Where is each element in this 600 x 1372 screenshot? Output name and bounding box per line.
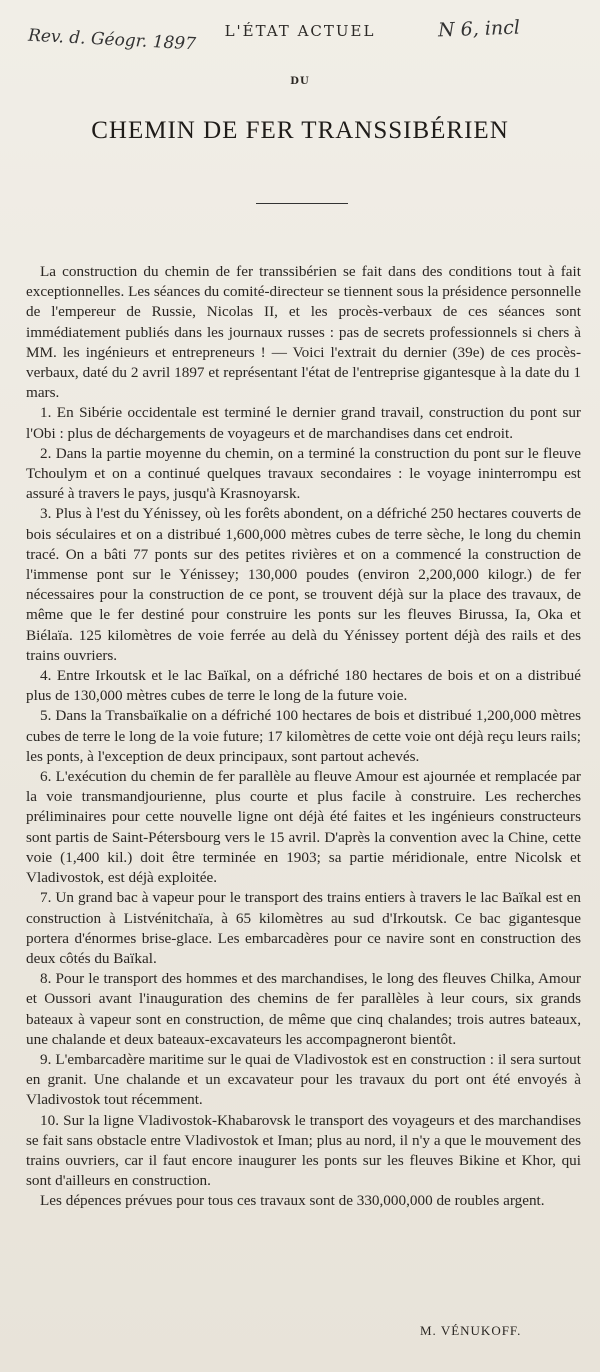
paragraph-8: 8. Pour le transport des hommes et des marchandises, le long des fleuves Chilka, Amour et Oussori avant l'inauguration des chemins de fer parallèles à leur cours, six grands bateaux à vapeur sont en construction, de même que cinq chalandes; trois autres bateaux, une chalande et deux bateaux-excavateurs les accompagneront bientôt. — [26, 970, 581, 1048]
signature: M. VÉNUKOFF. — [420, 1323, 522, 1338]
paragraph-3: 3. Plus à l'est du Yénissey, où les forêts abondent, on a défriché 250 hectares couverts de bois séculaires et on a distribué 1,600,000 mètres cubes de terre sèche, le long du chemin tracé. On a bâti 77 ponts sur des petites rivières et on a commencé la construction de l'immense pont sur le Yénissey; 130,000 poudes (environ 2,200,000 kilogr.) de fer nécessaires pour la construction de ce pont, se trouvent déjà sur la place des travaux, de même que le fer destiné pour construire les ponts sur les fleuves Birussa, Ia, Oka et Biélaïa. 125 kilomètres de voie ferrée au delà du Yénissey portent déjà des rails et des trains ouvriers. — [26, 505, 581, 664]
paragraph-7: 7. Un grand bac à vapeur pour le transport des trains entiers à travers le lac Baïkal est en construction à Listvénitchaïa, à 65 kilomètres au sud d'Irkoutsk. Ce bac gigantesque portera d'énormes brise-glace. Les embarcadères pour ce navire sont en construction des deux côtés du Baïkal. — [26, 889, 581, 967]
title-divider — [256, 203, 348, 204]
paragraph-2: 2. Dans la partie moyenne du chemin, on a terminé la construction du pont sur le fleuve Tchoulym et on a continué quelques travaux secondaires : le voyage ininterrompu est assuré à travers le pays, jusqu'à Krasnoyarsk. — [26, 444, 581, 503]
closing-paragraph: Les dépences prévues pour tous ces travaux sont de 330,000,000 de roubles argent. — [40, 1192, 545, 1210]
paragraph-10: 10. Sur la ligne Vladivostok-Khabarovsk le transport des voyageurs et des marchandises se fait sans obstacle entre Vladivostok et Iman; plus au nord, il n'y a que le mouvement des trains ouvriers, car il faut encore inaugurer les ponts sur les fleuves Bikine et Khor, qui sont d'ailleurs en construction. — [26, 1111, 581, 1190]
paragraph-6: 6. L'exécution du chemin de fer parallèle au fleuve Amour est ajournée et remplacée par la voie transmandjourienne, plus courte et plus facile à construire. Les recherches préliminaires pour cette nouvelle ligne ont déjà été faites et les ingénieurs constructeurs sont partis de Saint-Pétersbourg vers le 15 avril. D'après la convention avec la Chine, cette voie (1,400 kil.) doit être terminée en 1903; sa partie méridionale, entre Nicolsk et Vladivostok, est déjà exploitée. — [26, 768, 581, 887]
paragraph-1: 1. En Sibérie occidentale est terminé le dernier grand travail, construction du pont sur l'Obi : plus de déchargements de voyageurs et de marchandises dans cet endroit. — [26, 404, 581, 442]
intro-paragraph: La construction du chemin de fer transsibérien se fait dans des conditions tout à fait exceptionnelles. Les séances du comité-directeur se tiennent sous la présidence personnelle de l'empereur de Russie, Nicolas II, et les procès-verbaux de ces séances sont immédiatement publiés dans les journaux russes : pas de secrets professionnels si chers à MM. les ingénieurs et entrepreneurs ! — Voici l'extrait du dernier (39e) de ces procès-verbaux, daté du 2 avril 1897 et représentant l'état de l'entreprise gigantesque à la date du 1 mars. — [26, 263, 581, 402]
handwritten-reference: Rev. d. Géogr. 1897 — [27, 25, 197, 55]
paragraph-4: 4. Entre Irkoutsk et le lac Baïkal, on a défriché 180 hectares de bois et on a distribué plus de 130,000 mètres cubes de terre le long de la future voie. — [26, 667, 581, 705]
paragraph-9: 9. L'embarcadère maritime sur le quai de Vladivostok est en construction : il sera surtout en granit. Une chalande et un excavateur pour les travaux du port ont été envoyés à Vladivostok tout récemment. — [26, 1050, 581, 1109]
paragraph-5: 5. Dans la Transbaïkalie on a défriché 100 hectares de bois et distribué 1,200,000 mètres cubes de terre le long de la voie future; 17 kilomètres de cette voie ont déjà reçu leurs rails; les ponts, à l'exception de deux principaux, sont partout achevés. — [26, 707, 581, 765]
document-title: CHEMIN DE FER TRANSSIBÉRIEN — [91, 117, 509, 144]
heading-line-1: L'ÉTAT ACTUEL — [224, 22, 376, 40]
article-body — [26, 262, 581, 1212]
heading-line-2: DU — [290, 76, 310, 87]
handwritten-note: N 6, incl — [437, 16, 521, 42]
